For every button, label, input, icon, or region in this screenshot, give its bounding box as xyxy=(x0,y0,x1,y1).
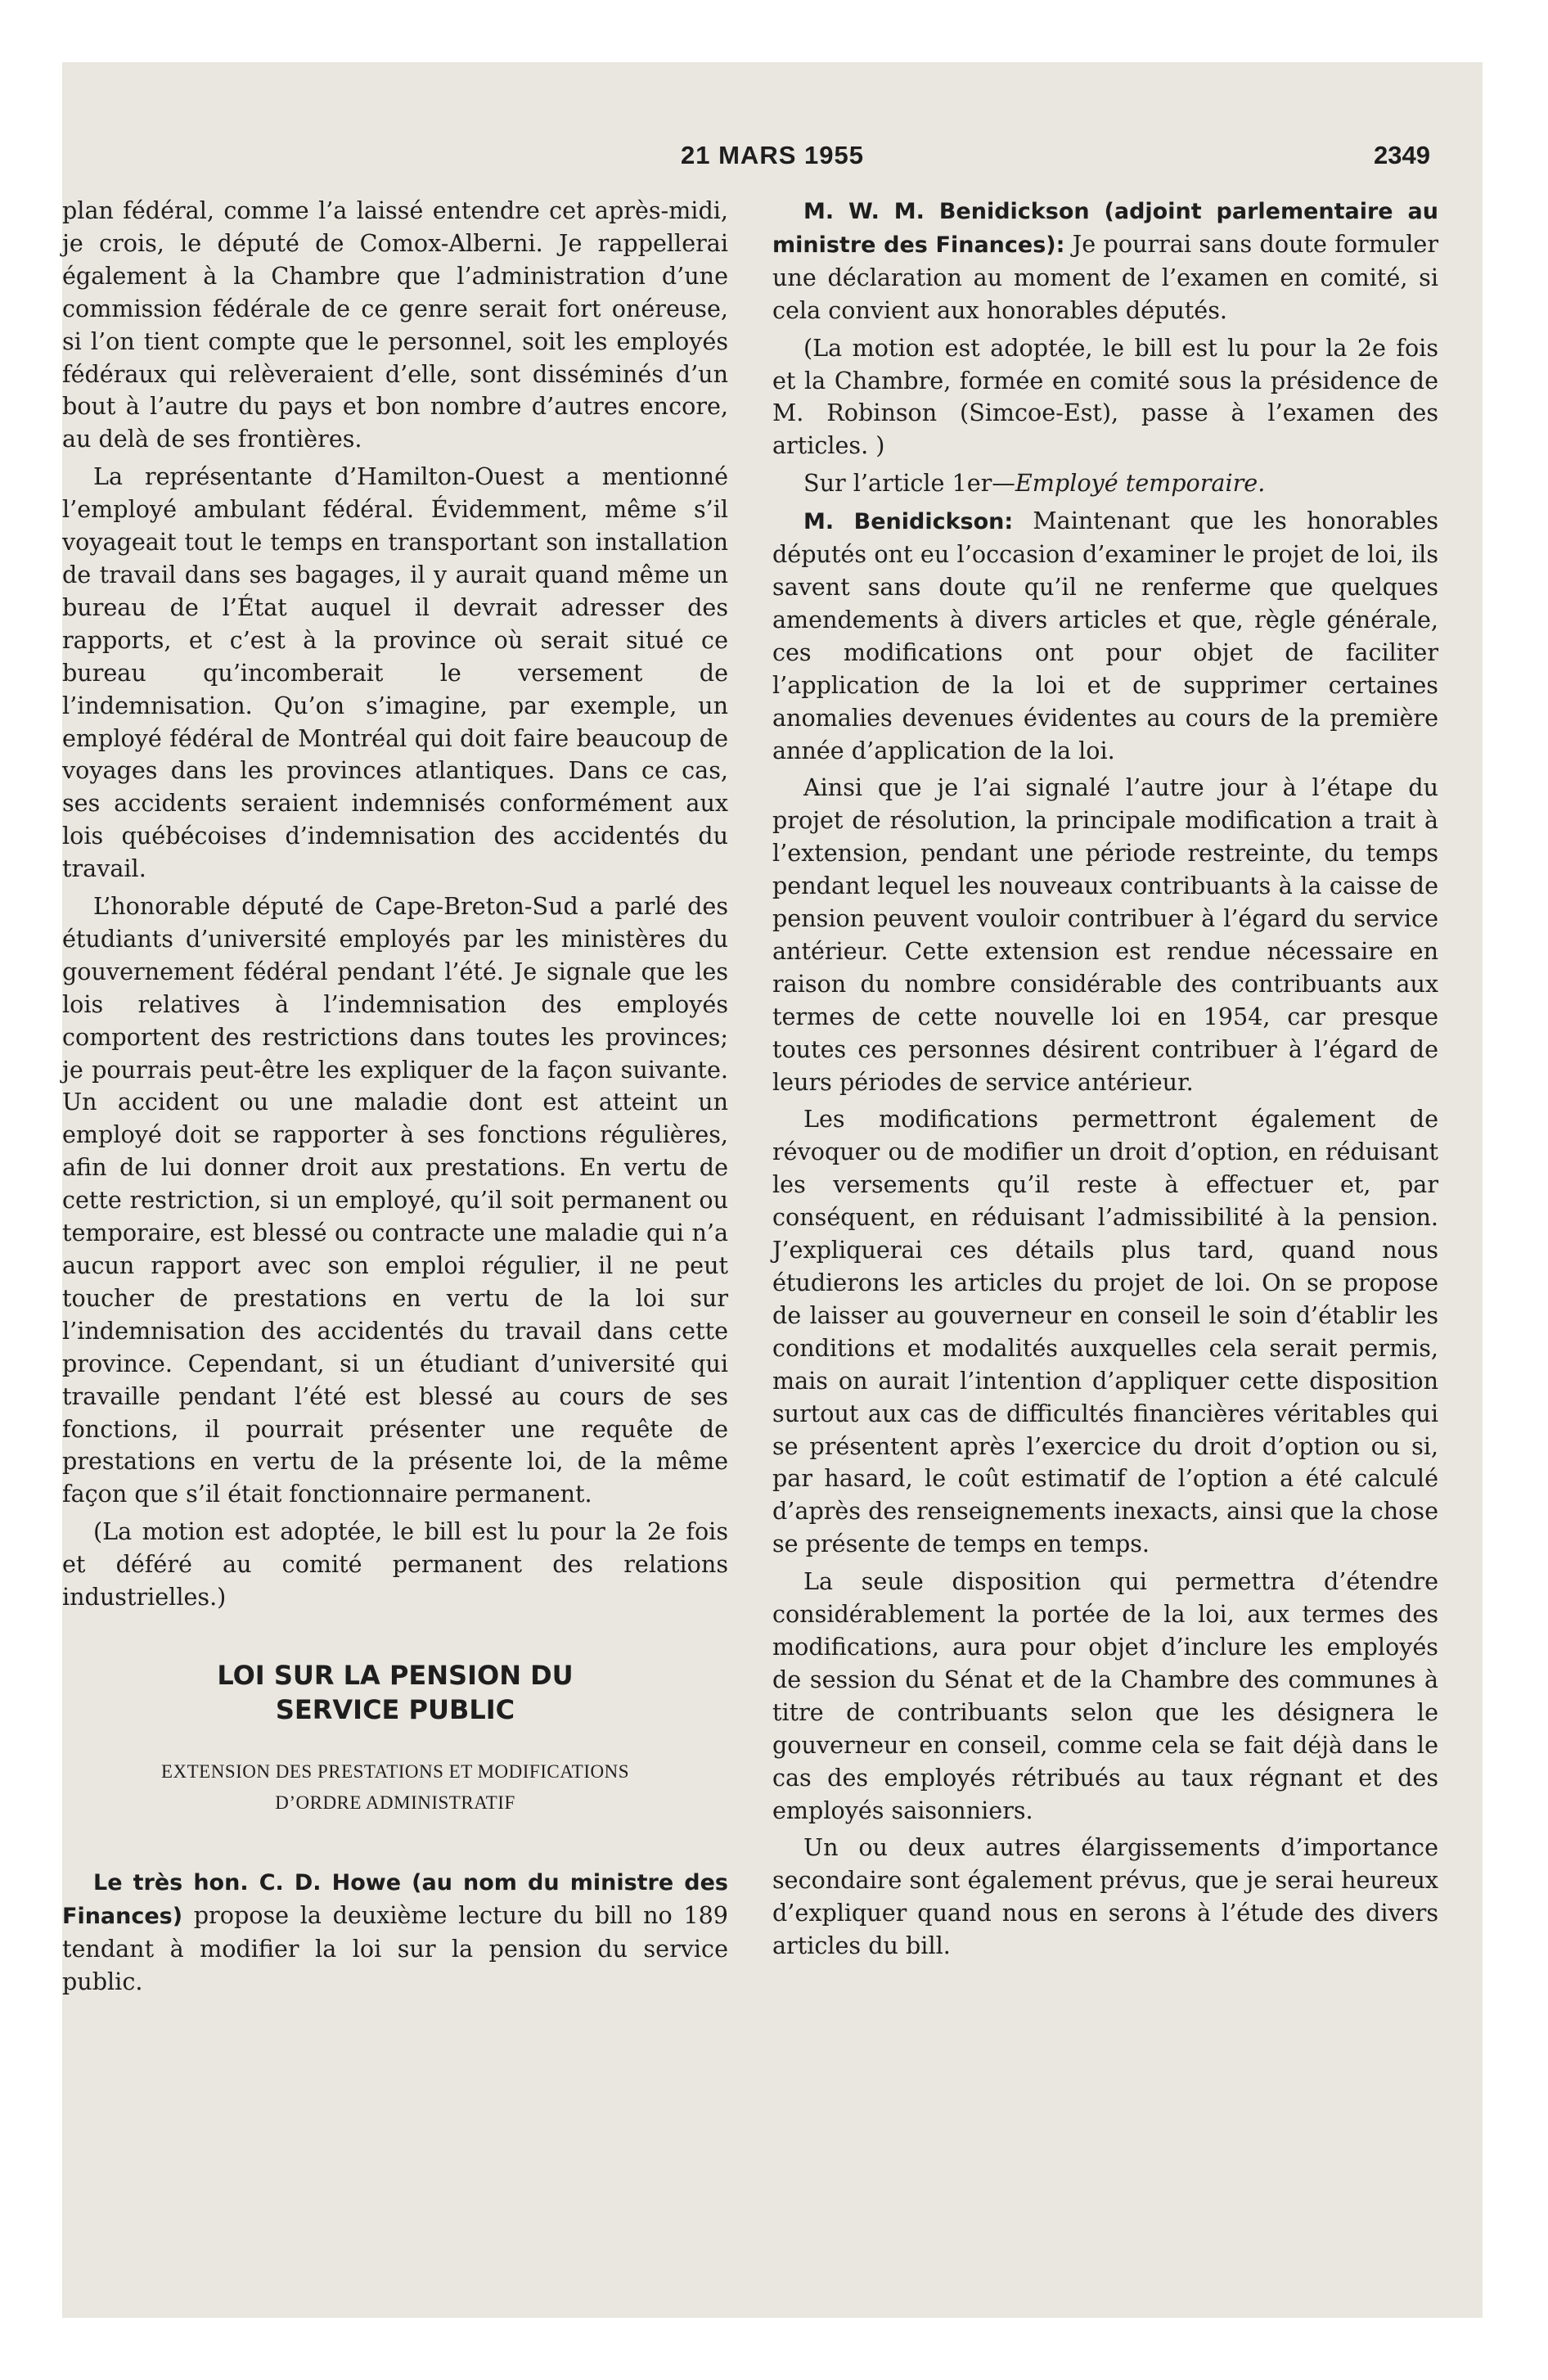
article-label: Sur l’article 1er— xyxy=(803,469,1015,498)
paragraph xyxy=(62,1866,728,1999)
paragraph xyxy=(772,467,1438,500)
paragraph: Les modifications permettront également de révoquer ou de modifier un droit d’option, en réduisant les versements qu’il reste à effectuer et, par conséquent, en réduisant l’admissibilité à la pension. J’expliquerai ces détails plus tard, quand nous étudierons les articles du projet de loi. On se propose de laisser au gouverneur en conseil le soin d’établir les conditions et modalités auxquelles cela serait permis, mais on aurait l’intention d’appliquer cette disposition surtout aux cas de difficultés financières véritables qui se présentent après l’exercice du droit d’option ou si, par hasard, le coût estimatif de l’option a été calculé d’après des renseignements inexacts, ainsi que la chose se présente de temps en temps. xyxy=(772,1105,1438,1558)
speaker-name: M. W. M. Benidickson (adjoint parlementaire au ministre des Finances): xyxy=(772,199,1438,258)
section-title-line: LOI SUR LA PENSION DU xyxy=(217,1659,574,1691)
paragraph-text: Maintenant que les honorables députés ont eu l’occasion d’examiner le projet de loi, ils savent sans doute qu’il ne renferme que quelques amendements à divers articles et que, règle générale, ces modifications ont pour objet de faciliter l’application de la loi et de supprimer certaines anomalies devenues évidentes au cours de la première année d’application de la loi. xyxy=(772,507,1439,764)
paragraph: L’honorable député de Cape-Breton-Sud a parlé des étudiants d’université employés par les ministères du gouvernement fédéral pendant l’été. Je signale que les lois relatives à l’indemnisation des employés comportent des restrictions dans toutes les provinces; je pourrais peut-être les expliquer de la façon suivante. Un accident ou une maladie dont est atteint un employé doit se rapporter à ses fonctions régulières, afin de lui donner droit aux prestations. En vertu de cette restriction, si un employé, qu’il soit permanent ou temporaire, est blessé ou contracte une maladie qui n’a aucun rapport avec son emploi régulier, il ne peut toucher de prestations en vertu de la loi sur l’indemnisation des accidentés du travail dans cette province. Cependant, si un étudiant d’université qui travaille pendant l’été est blessé au cours de ses fonctions, il pourrait présenter une requête de prestations en vertu de la présente loi, de la même façon que s’il était fonctionnaire permanent. xyxy=(62,892,728,1508)
section-subtitle-line: D’ORDRE ADMINISTRATIF xyxy=(275,1792,515,1813)
paragraph: (La motion est adoptée, le bill est lu pour la 2e fois et la Chambre, formée en comité sous la présidence de M. Robinson (Simcoe-Est), passe à l’examen des articles. ) xyxy=(772,333,1438,460)
paragraph: plan fédéral, comme l’a laissé entendre cet après-midi, je crois, le député de Comox-Alberni. Je rappellerai également à la Chambre que l’administration d’une commission fédérale de ce genre serait fort onéreuse, si l’on tient compte que le personnel, soit les employés fédéraux qui relèveraient d’elle, sont disséminés d’un bout à l’autre du pays et bon nombre d’autres encore, au delà de ses frontières. xyxy=(62,196,728,453)
paragraph-text: Je pourrai sans doute formuler une déclaration au moment de l’examen en comité, si cela convient aux honorables députés. xyxy=(772,229,1438,324)
section-title xyxy=(62,1658,728,1727)
speaker-name: Le très hon. C. D. Howe (au nom du ministre des Finances) xyxy=(62,1869,728,1929)
paragraph-text: propose la deuxième lecture du bill no 189 tendant à modifier la loi sur la pension du service public. xyxy=(62,1900,728,1995)
section-title-line: SERVICE PUBLIC xyxy=(275,1693,515,1725)
paragraph: Un ou deux autres élargissements d’importance secondaire sont également prévus, que je serai heureux d’expliquer quand nous en serons à l’étude des divers articles du bill. xyxy=(772,1833,1438,1960)
left-column xyxy=(62,195,728,2004)
page-number: 2349 xyxy=(1374,141,1430,169)
paragraph xyxy=(772,505,1438,767)
paragraph: (La motion est adoptée, le bill est lu pour la 2e fois et déféré au comité permanent des relations industrielles.) xyxy=(62,1517,728,1611)
section-subtitle xyxy=(62,1756,728,1819)
paragraph: Ainsi que je l’ai signalé l’autre jour à l’étape du projet de résolution, la principale modification a trait à l’extension, pendant une période restreinte, du temps pendant lequel les nouveaux contribuants à la caisse de pension peuvent vouloir contribuer à l’égard du service antérieur. Cette extension est rendue nécessaire en raison du nombre considérable des contribuants aux termes de cette nouvelle loi en 1954, car presque toutes ces personnes désirent contribuer à l’égard de leurs périodes de service antérieur. xyxy=(772,773,1438,1096)
section-subtitle-line: EXTENSION DES PRESTATIONS ET MODIFICATIONS xyxy=(160,1760,630,1782)
page-header xyxy=(115,141,1430,183)
document-page xyxy=(62,62,1483,2318)
paragraph: La représentante d’Hamilton-Ouest a mentionné l’employé ambulant fédéral. Évidemment, même s’il voyageait tout le temps en transportant son installation de travail dans ses bagages, il y aurait quand même un bureau de l’État auquel il devrait adresser des rapports, et c’est à la province où serait situé ce bureau qu’incomberait le versement de l’indemnisation. Qu’on s’imagine, par exemple, un employé fédéral de Montréal qui doit faire beaucoup de voyages dans les provinces atlantiques. Dans ce cas, ses accidents seraient indemnisés conformément aux lois québécoises d’indemnisation des accidentés du travail. xyxy=(62,462,728,883)
right-column xyxy=(772,195,1438,1968)
paragraph: La seule disposition qui permettra d’étendre considérablement la portée de la loi, aux termes des modifications, aura pour objet d’inclure les employés de session du Sénat et de la Chambre des communes à titre de contribuants selon que les désignera le gouverneur en conseil, comme cela se fait déjà dans le cas des employés rétribués au taux régnant et des employés saisonniers. xyxy=(772,1567,1438,1824)
article-title: Employé temporaire. xyxy=(1015,469,1266,498)
paragraph xyxy=(772,195,1438,327)
header-date: 21 MARS 1955 xyxy=(681,141,864,169)
speaker-name: M. Benidickson: xyxy=(803,509,1014,535)
